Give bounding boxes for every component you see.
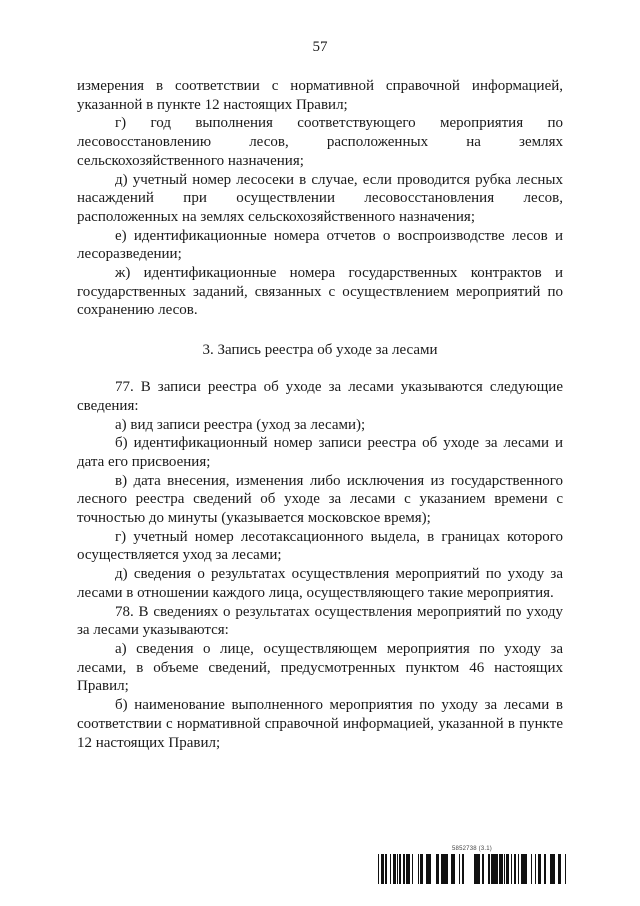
page-number: 57 [312,39,328,55]
list-item: в) дата внесения, изменения либо исключения из государственного лесного реестра сведений об уходе за лесами с указанием времени с точностью до минуты (указывается московское время); [77,472,563,527]
list-item: д) учетный номер лесосеки в случае, если проводится рубка лесных насаждений при осуществлении лесовосстановления лесов, расположенных на землях сельскохозяйственного назначения; [77,171,563,225]
list-item: г) год выполнения соответствующего мероприятия по лесовосстановлению лесов, расположенных на землях сельскохозяйственного назначения; [77,115,563,169]
list-item: а) вид записи реестра (уход за лесами); [115,416,366,433]
clause-77: 77. В записи реестра об уходе за лесами указываются следующие сведения: [77,379,563,414]
clause-78: 78. В сведениях о результатах осуществления мероприятий по уходу за лесами указываются: [77,603,563,639]
barcode-id: 5852738 (3.1) [452,846,492,852]
barcode-block [378,846,566,884]
list-item: д) сведения о результатах осуществления мероприятий по уходу за лесами в отношении каждого лица, осуществляющего такие мероприятия. [77,566,563,601]
list-item: г) учетный номер лесотаксационного выдела, в границах которого осуществляется уход за лесами; [77,528,563,564]
section-heading: 3. Запись реестра об уходе за лесами [202,342,438,359]
paragraph: измерения в соответствии с нормативной справочной информацией, указанной в пункте 12 настоящих Правил; [77,78,563,113]
list-item: е) идентификационные номера отчетов о воспроизводстве лесов и лесоразведении; [77,227,563,263]
document-body [77,77,563,752]
list-item: а) сведения о лице, осуществляющем мероприятия по уходу за лесами, в объеме сведений, предусмотренных пунктом 46 настоящих Правил; [77,640,563,695]
list-item: ж) идентификационные номера государственных контрактов и государственных заданий, связанных с осуществлением мероприятий по сохранению лесов. [77,265,563,319]
barcode-icon [378,854,566,884]
list-item: б) идентификационный номер записи реестра об уходе за лесами и дата его присвоения; [77,435,563,470]
list-item: б) наименование выполненного мероприятия по уходу за лесами в соответствии с нормативной справочной информацией, указанной в пункте 12 настоящих Правил; [77,697,563,751]
